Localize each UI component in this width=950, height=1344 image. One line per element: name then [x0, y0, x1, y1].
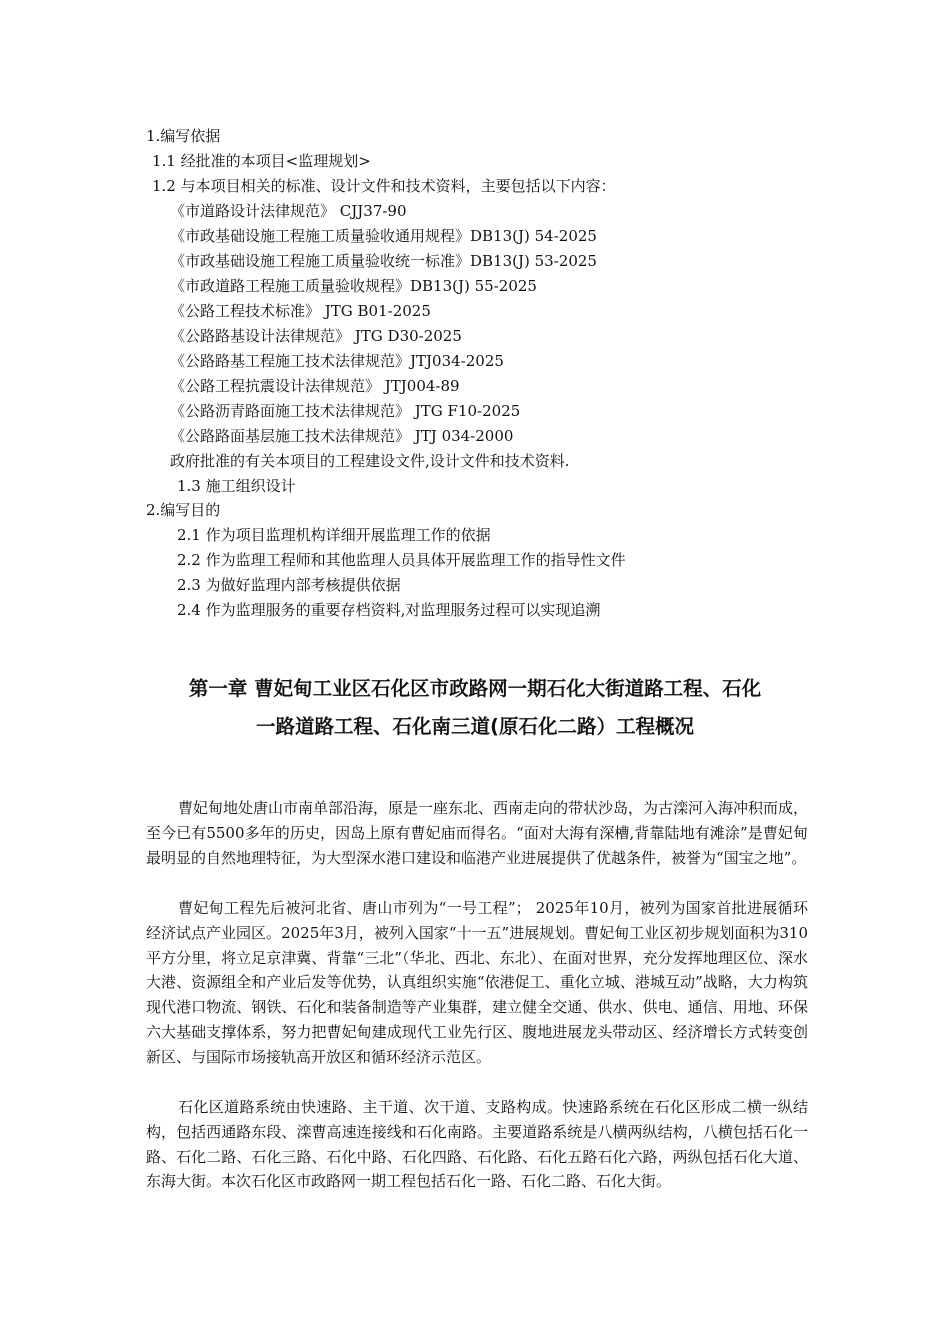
government-documents-line: 政府批准的有关本项目的工程建设文件,设计文件和技术资料. [170, 452, 570, 470]
standard-item: 《公路路基工程施工技术法律规范》JTJ034-2025 [170, 352, 504, 370]
chapter-title-line-2: 一路道路工程、石化南三道(原石化二路）工程概况 [256, 715, 694, 738]
section-1-1: 1.1 经批准的本项目<监理规划> [152, 152, 371, 170]
standard-item: 《公路沥青路面施工技术法律规范》 JTG F10-2025 [170, 402, 521, 420]
standard-item: 《公路工程抗震设计法律规范》 JTJ004-89 [170, 377, 460, 395]
body-paragraph-1: 曹妃甸地处唐山市南单部沿海，原是一座东北、西南走向的带状沙岛，为古滦河入海冲积而成，至今已有5500多年的历史，因岛上原有曹妃庙而得名。“面对大海有深槽,背靠陆地有滩涂”是曹妃甸最明显的自然地理特征，为大型深水港口建设和临港产业进展提供了优越条件，被誉为“国宝之地”。 [146, 799, 809, 867]
standard-item: 《公路工程技术标准》 JTG B01-2025 [170, 302, 431, 320]
section-2-heading: 2.编写目的 [146, 501, 221, 519]
section-1-2: 1.2 与本项目相关的标准、设计文件和技术资料，主要包括以下内容： [152, 177, 616, 195]
section-2-item: 2.1 作为项目监理机构详细开展监理工作的依据 [177, 526, 491, 544]
section-1-3: 1.3 施工组织设计 [177, 477, 296, 495]
standard-item: 《市政基础设施工程施工质量验收通用规程》DB13(J) 54-2025 [170, 227, 597, 245]
standard-item: 《市政基础设施工程施工质量验收统一标准》DB13(J) 53-2025 [170, 252, 597, 270]
chapter-title [140, 670, 810, 746]
section-1-heading: 1.编写依据 [146, 127, 221, 145]
chapter-title-line-1: 第一章 曹妃甸工业区石化区市政路网一期石化大街道路工程、石化 [188, 677, 762, 700]
section-2-item: 2.4 作为监理服务的重要存档资料,对监理服务过程可以实现追溯 [177, 601, 601, 619]
section-2-item: 2.2 作为监理工程师和其他监理人员具体开展监理工作的指导性文件 [177, 551, 626, 569]
body-paragraph-2: 曹妃甸工程先后被河北省、唐山市列为“一号工程”； 2025年10月，被列为国家首批进展循环经济试点产业园区。2025年3月，被列入国家“十一五”进展规划。曹妃甸工业区初步规划面积为310平方分里，将立足京津冀、背靠“三北”（华北、西北、东北）、在面对世界，充分发挥地理区位、深水大港、资源组全和产业后发等优势，认真组织实施“依港促工、重化立城、港城互动”战略，大力构筑现代港口物流、钢铁、石化和装备制造等产业集群，建立健全交通、供水、供电、通信、用地、环保六大基础支撑体系，努力把曹妃甸建成现代工业先行区、腹地进展龙头带动区、经济增长方式转变创新区、与国际市场接轨高开放区和循环经济示范区。 [146, 899, 808, 1066]
standard-item: 《公路路面基层施工技术法律规范》 JTJ 034-2000 [170, 427, 514, 445]
body-paragraph-3: 石化区道路系统由快速路、主干道、次干道、支路构成。快速路系统在石化区形成二横一纵结构，包括西通路东段、滦曹高速连接线和石化南路。主要道路系统是八横两纵结构，八横包括石化一路、石化二路、石化三路、石化中路、石化四路、石化路、石化五路石化六路，两纵包括石化大道、东海大街。本次石化区市政路网一期工程包括石化一路、石化二路、石化大街。 [146, 1098, 808, 1191]
standard-item: 《市政道路工程施工质量验收规程》DB13(J) 55-2025 [170, 277, 537, 295]
standard-item: 《市道路设计法律规范》 CJJ37-90 [170, 202, 407, 220]
section-2-item: 2.3 为做好监理内部考核提供依据 [177, 576, 401, 594]
standard-item: 《公路路基设计法律规范》 JTG D30-2025 [170, 327, 462, 345]
